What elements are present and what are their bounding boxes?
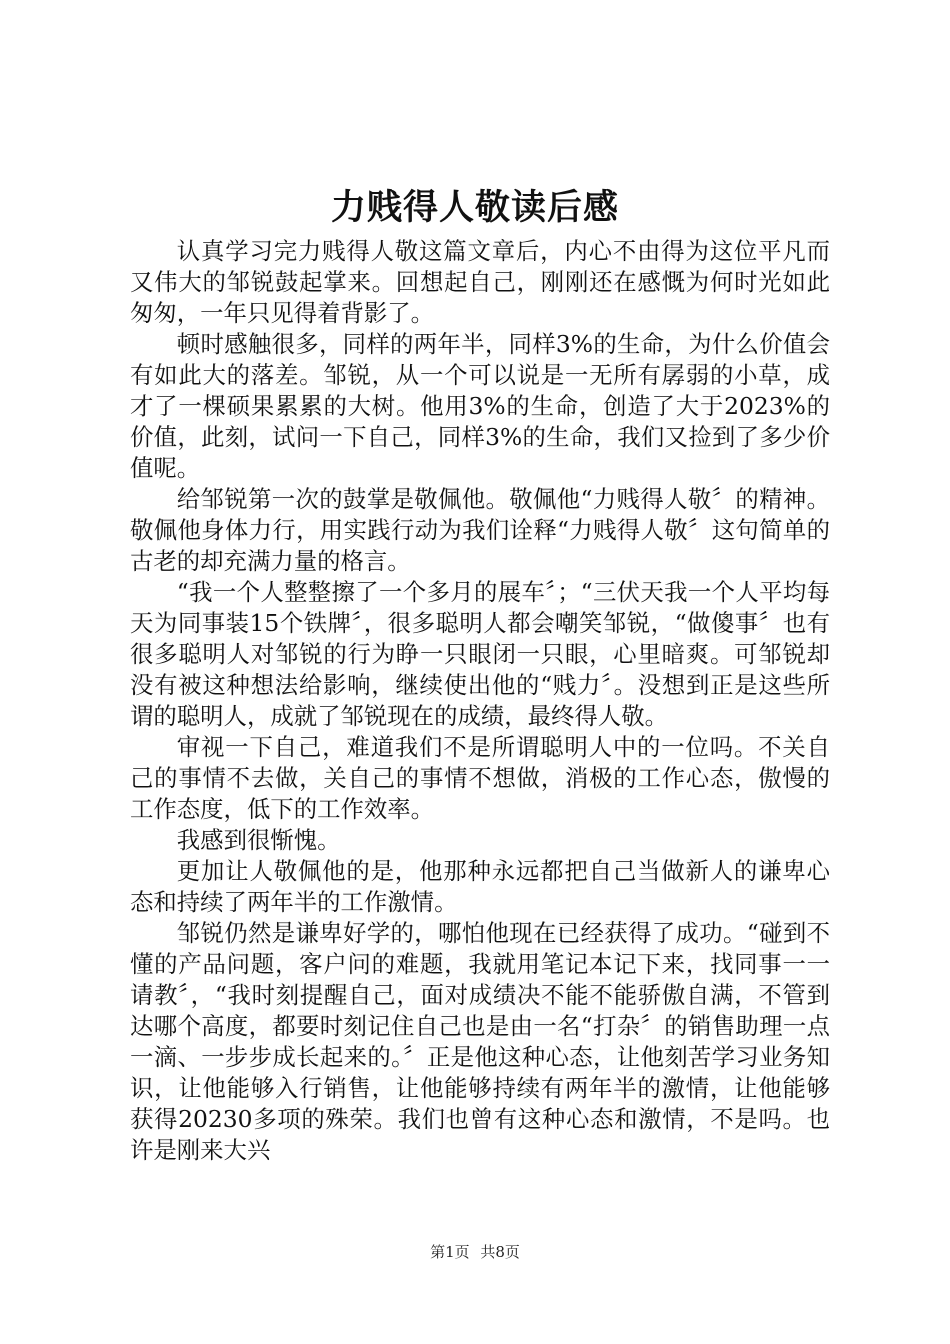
paragraph: 审视一下自己，难道我们不是所谓聪明人中的一位吗。不关自己的事情不去做，关自己的事情不想做，消极的工作心态，傲慢的工作态度，低下的工作效率。 <box>130 733 830 823</box>
paragraph: 邹锐仍然是谦卑好学的，哪怕他现在已经获得了成功。“碰到不懂的产品问题，客户问的难题，我就用笔记本记下来，找同事一一请教〞，“我时刻提醒自己，面对成绩决不能不能骄傲自满，不管到达哪个高度，都要时刻记住自己也是由一名“打杂〞的销售助理一点一滴、一步步成长起来的。〞正是他这种心态，让他刻苦学习业务知识，让他能够入行销售，让他能够持续有两年半的激情，让他能够获得20230多项的殊荣。我们也曾有这种心态和激情，不是吗。也许是刚来大兴 <box>130 919 830 1164</box>
paragraph: “我一个人整整擦了一个多月的展车〞；“三伏天我一个人平均每天为同事装15个铁牌〞，很多聪明人都会嘲笑邹锐，“做傻事〞也有很多聪明人对邹锐的行为睁一只眼闭一只眼，心里暗爽。可邹锐却没有被这种想法给影响，继续使出他的“贱力〞。没想到正是这些所谓的聪明人，成就了邹锐现在的成绩，最终得人敬。 <box>130 578 830 730</box>
page-number: 第1页 <box>430 1243 470 1261</box>
document-body <box>130 236 830 1166</box>
paragraph: 我感到很惭愧。 <box>176 826 341 854</box>
page-footer <box>0 1242 950 1262</box>
paragraph: 顿时感触很多，同样的两年半，同样3%的生命，为什么价值会有如此大的落差。邹锐，从一个可以说是一无所有孱弱的小草，成才了一棵硕果累累的大树。他用3%的生命，创造了大于2023%的价值，此刻，试问一下自己，同样3%的生命，我们又捡到了多少价值呢。 <box>130 330 830 482</box>
page-total: 共8页 <box>480 1243 520 1261</box>
paragraph: 认真学习完力贱得人敬这篇文章后，内心不由得为这位平凡而又伟大的邹锐鼓起掌来。回想起自己，刚刚还在感慨为何时光如此匆匆，一年只见得着背影了。 <box>130 237 830 327</box>
document-title: 力贱得人敬读后感 <box>330 187 619 228</box>
paragraph: 给邹锐第一次的鼓掌是敬佩他。敬佩他“力贱得人敬〞的精神。敬佩他身体力行，用实践行动为我们诠释“力贱得人敬〞这句简单的古老的却充满力量的格言。 <box>130 485 830 575</box>
paragraph: 更加让人敬佩他的是，他那种永远都把自己当做新人的谦卑心态和持续了两年半的工作激情。 <box>130 857 830 916</box>
